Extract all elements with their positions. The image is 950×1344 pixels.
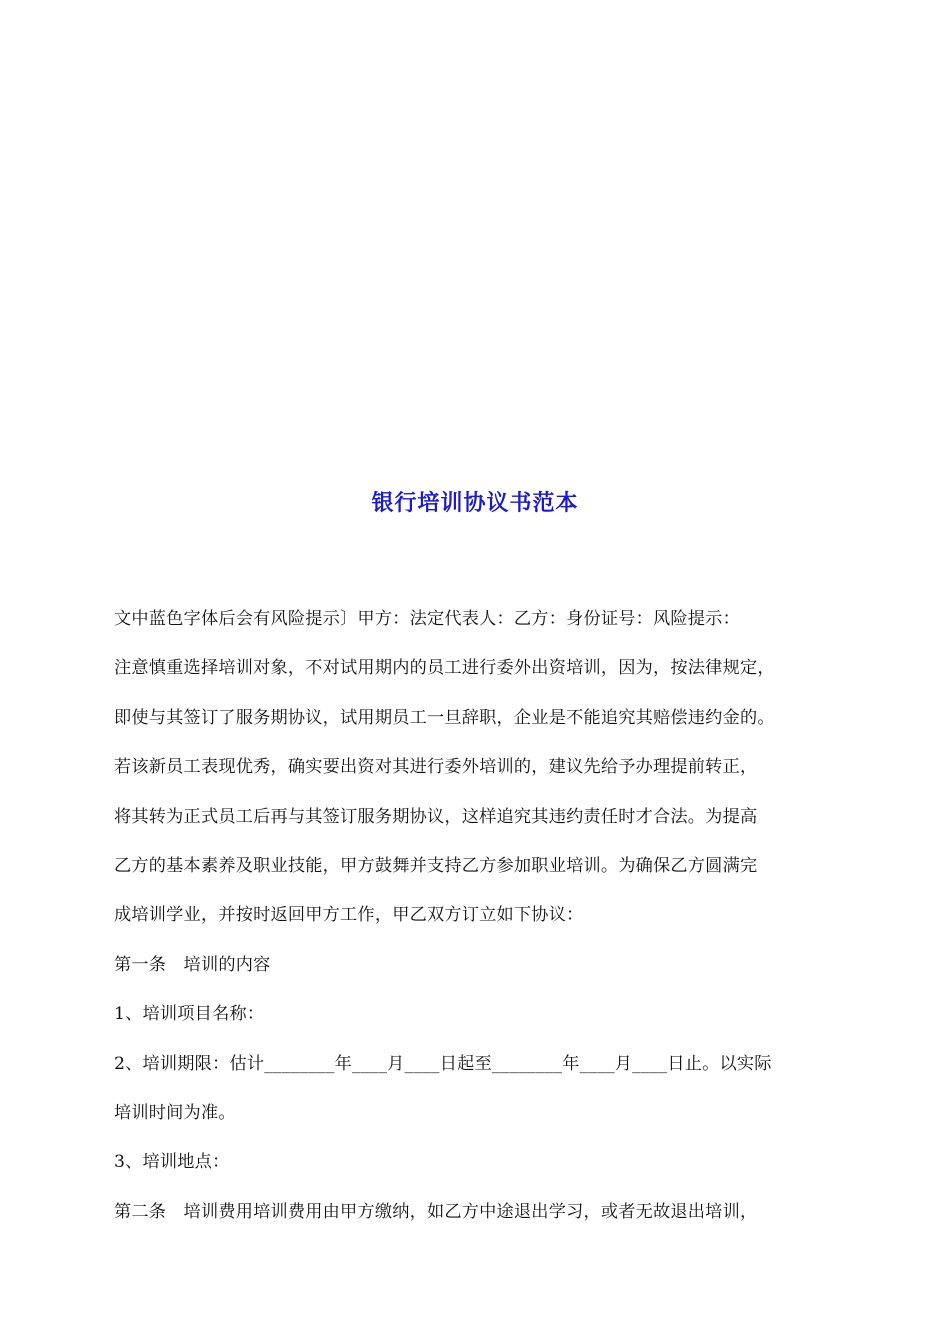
body-line: 2、培训期限：估计________年____月____日起至________年____月____日止。以实际 bbox=[114, 1053, 772, 1074]
body-line: 成培训学业，并按时返回甲方工作，甲乙双方订立如下协议： bbox=[114, 905, 584, 926]
body-line: 培训时间为准。 bbox=[114, 1102, 236, 1123]
body-line: 文中蓝色字体后会有风险提示〕甲方：法定代表人：乙方：身份证号：风险提示： bbox=[114, 609, 740, 629]
article-heading: 第二条 培训费用培训费用由甲方缴纳，如乙方中途退出学习，或者无故退出培训， bbox=[114, 1201, 758, 1222]
document-body bbox=[114, 600, 844, 1242]
document-title: 银行培训协议书范本 bbox=[371, 491, 579, 516]
article-heading: 第一条 培训的内容 bbox=[114, 954, 271, 975]
body-line: 1、培训项目名称： bbox=[114, 1004, 265, 1025]
body-line: 注意慎重选择培训对象，不对试用期内的员工进行委外出资培训，因为，按法律规定， bbox=[114, 658, 775, 679]
body-line: 3、培训地点： bbox=[114, 1152, 230, 1173]
body-line: 若该新员工表现优秀，确实要出资对其进行委外培训的，建议先给予办理提前转正， bbox=[114, 757, 758, 778]
body-line: 即使与其签订了服务期协议，试用期员工一旦辞职，企业是不能追究其赔偿违约金的。 bbox=[114, 707, 775, 728]
body-line: 乙方的基本素养及职业技能，甲方鼓舞并支持乙方参加职业培训。为确保乙方圆满完 bbox=[114, 855, 758, 876]
body-line: 将其转为正式员工后再与其签订服务期协议，这样追究其违约责任时才合法。为提高 bbox=[114, 806, 758, 827]
